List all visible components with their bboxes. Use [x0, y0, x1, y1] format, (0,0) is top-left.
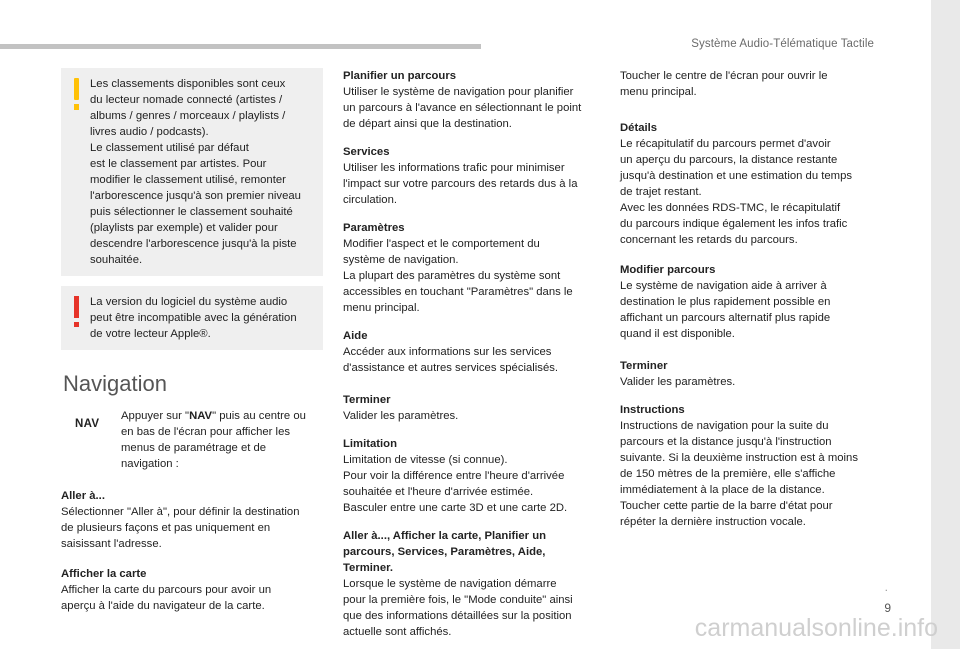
entry-aide	[343, 328, 605, 376]
entry-planifier	[343, 68, 605, 132]
entry-heading: Détails	[620, 122, 658, 134]
entry-heading: Terminer	[620, 360, 668, 372]
entry-body: Instructions de navigation pour la suite du parcours et la distance jusqu'à l'instruction suivante. Si la deuxième instruction est à moins de 150 mètres de la première, elle s'affiche immédiatement à la place de la distance. Toucher cette partie de la barre d'état pour répéter la dernière instruction vocale.	[620, 420, 858, 528]
entry-heading: Modifier parcours	[620, 264, 716, 276]
page-number: 9	[884, 601, 891, 615]
entry-body: Utiliser le système de navigation pour planifier un parcours à l'avance en sélectionnant le point de départ ainsi que la destination.	[343, 86, 582, 130]
entry-heading: Aide	[343, 330, 368, 342]
entry-heading: Services	[343, 146, 390, 158]
entry-body: Valider les paramètres.	[343, 410, 459, 422]
entry-body: Lorsque le système de navigation démarre pour la première fois, le "Mode conduite" ainsi que des informations détaillées sur la position actuelle sont affichés.	[343, 578, 573, 638]
info-note-text: Les classements disponibles sont ceux du lecteur nomade connecté (artistes / albums / genres / morceaux / playlists / livres audio / podcasts). Le classement utilisé par défaut est le classement par artistes. Pour modifier le classement utilisé, remonter l'arborescence jusqu'à son premier niveau puis sélectionner le classement souhaité (playlists par exemple) et valider pour descendre l'arborescence jusqu'à la piste souhaitée.	[90, 78, 301, 266]
column-right	[620, 68, 882, 542]
entry-body: Valider les paramètres.	[620, 376, 736, 388]
info-icon	[74, 78, 79, 100]
entry-services	[343, 144, 605, 208]
entry-aller-a	[61, 488, 323, 552]
entry-limitation	[343, 436, 605, 516]
watermark: carmanualsonline.info	[694, 614, 938, 642]
entry-body: Le système de navigation aide à arriver à destination le plus rapidement possible en affichant un parcours alternatif plus rapide quand il est disponible.	[620, 280, 831, 340]
entry-body: Utiliser les informations trafic pour minimiser l'impact sur votre parcours des retards dus à la circulation.	[343, 162, 578, 206]
entry-heading: Aller à..., Afficher la carte, Planifier un parcours, Services, Paramètres, Aide, Terminer.	[343, 530, 546, 574]
entry-body: Afficher la carte du parcours pour avoir un aperçu à l'aide du navigateur de la carte.	[61, 584, 272, 612]
entry-body: Modifier l'aspect et le comportement du système de navigation. La plupart des paramètres du système sont accessibles en touchant "Paramètres" dans le menu principal.	[343, 238, 573, 314]
entry-body: Sélectionner "Aller à", pour définir la destination de plusieurs façons et pas uniquement en saisissant l'adresse.	[61, 506, 300, 550]
entry-heading: Instructions	[620, 404, 685, 416]
intro-text: Toucher le centre de l'écran pour ouvrir le menu principal.	[620, 70, 828, 98]
entry-heading: Paramètres	[343, 222, 405, 234]
running-header: Système Audio-Télématique Tactile	[691, 38, 874, 50]
warning-icon	[74, 296, 79, 318]
nav-instruction	[61, 408, 323, 472]
entry-body: Accéder aux informations sur les services d'assistance et autres services spécialisés.	[343, 346, 559, 374]
entry-heading: Limitation	[343, 438, 397, 450]
nav-text-prefix: Appuyer sur "	[121, 410, 190, 422]
nav-instruction-text	[121, 408, 311, 472]
page-edge-band	[931, 0, 960, 649]
nav-button-label: NAV	[75, 418, 100, 430]
continue-mark: .	[884, 580, 888, 594]
warning-note	[61, 286, 323, 350]
entry-modifier-parcours	[620, 262, 882, 342]
warning-note-text: La version du logiciel du système audio peut être incompatible avec la génération de votre lecteur Apple®.	[90, 296, 297, 340]
entry-terminer	[620, 358, 882, 390]
section-title: Navigation	[63, 371, 167, 396]
entry-summary	[343, 528, 605, 640]
column-middle	[343, 68, 605, 649]
entry-body: Le récapitulatif du parcours permet d'avoir un aperçu du parcours, la distance restante jusqu'à destination et une estimation du temps de trajet restant. Avec les données RDS-TMC, le récapitulatif du parcours indique également les infos trafic concernant les retards du parcours.	[620, 138, 853, 246]
entry-heading: Aller à...	[61, 490, 105, 502]
nav-text-key: NAV	[189, 410, 213, 422]
entry-parametres	[343, 220, 605, 316]
entry-heading: Afficher la carte	[61, 568, 147, 580]
entry-heading: Terminer	[343, 394, 391, 406]
info-note	[61, 68, 323, 276]
entry-afficher-carte	[61, 566, 323, 614]
entry-body: Limitation de vitesse (si connue). Pour voir la différence entre l'heure d'arrivée souhaitée et l'heure d'arrivée estimée. Basculer entre une carte 3D et une carte 2D.	[343, 454, 568, 514]
entry-heading: Planifier un parcours	[343, 70, 456, 82]
nav-text-suffix: " puis au centre ou en bas de l'écran pour afficher les menus de paramétrage et de navigation :	[121, 410, 306, 470]
column-left	[61, 68, 323, 626]
entry-details	[620, 120, 882, 248]
entry-terminer	[343, 392, 605, 424]
header-rule	[0, 44, 481, 49]
entry-instructions	[620, 402, 882, 530]
